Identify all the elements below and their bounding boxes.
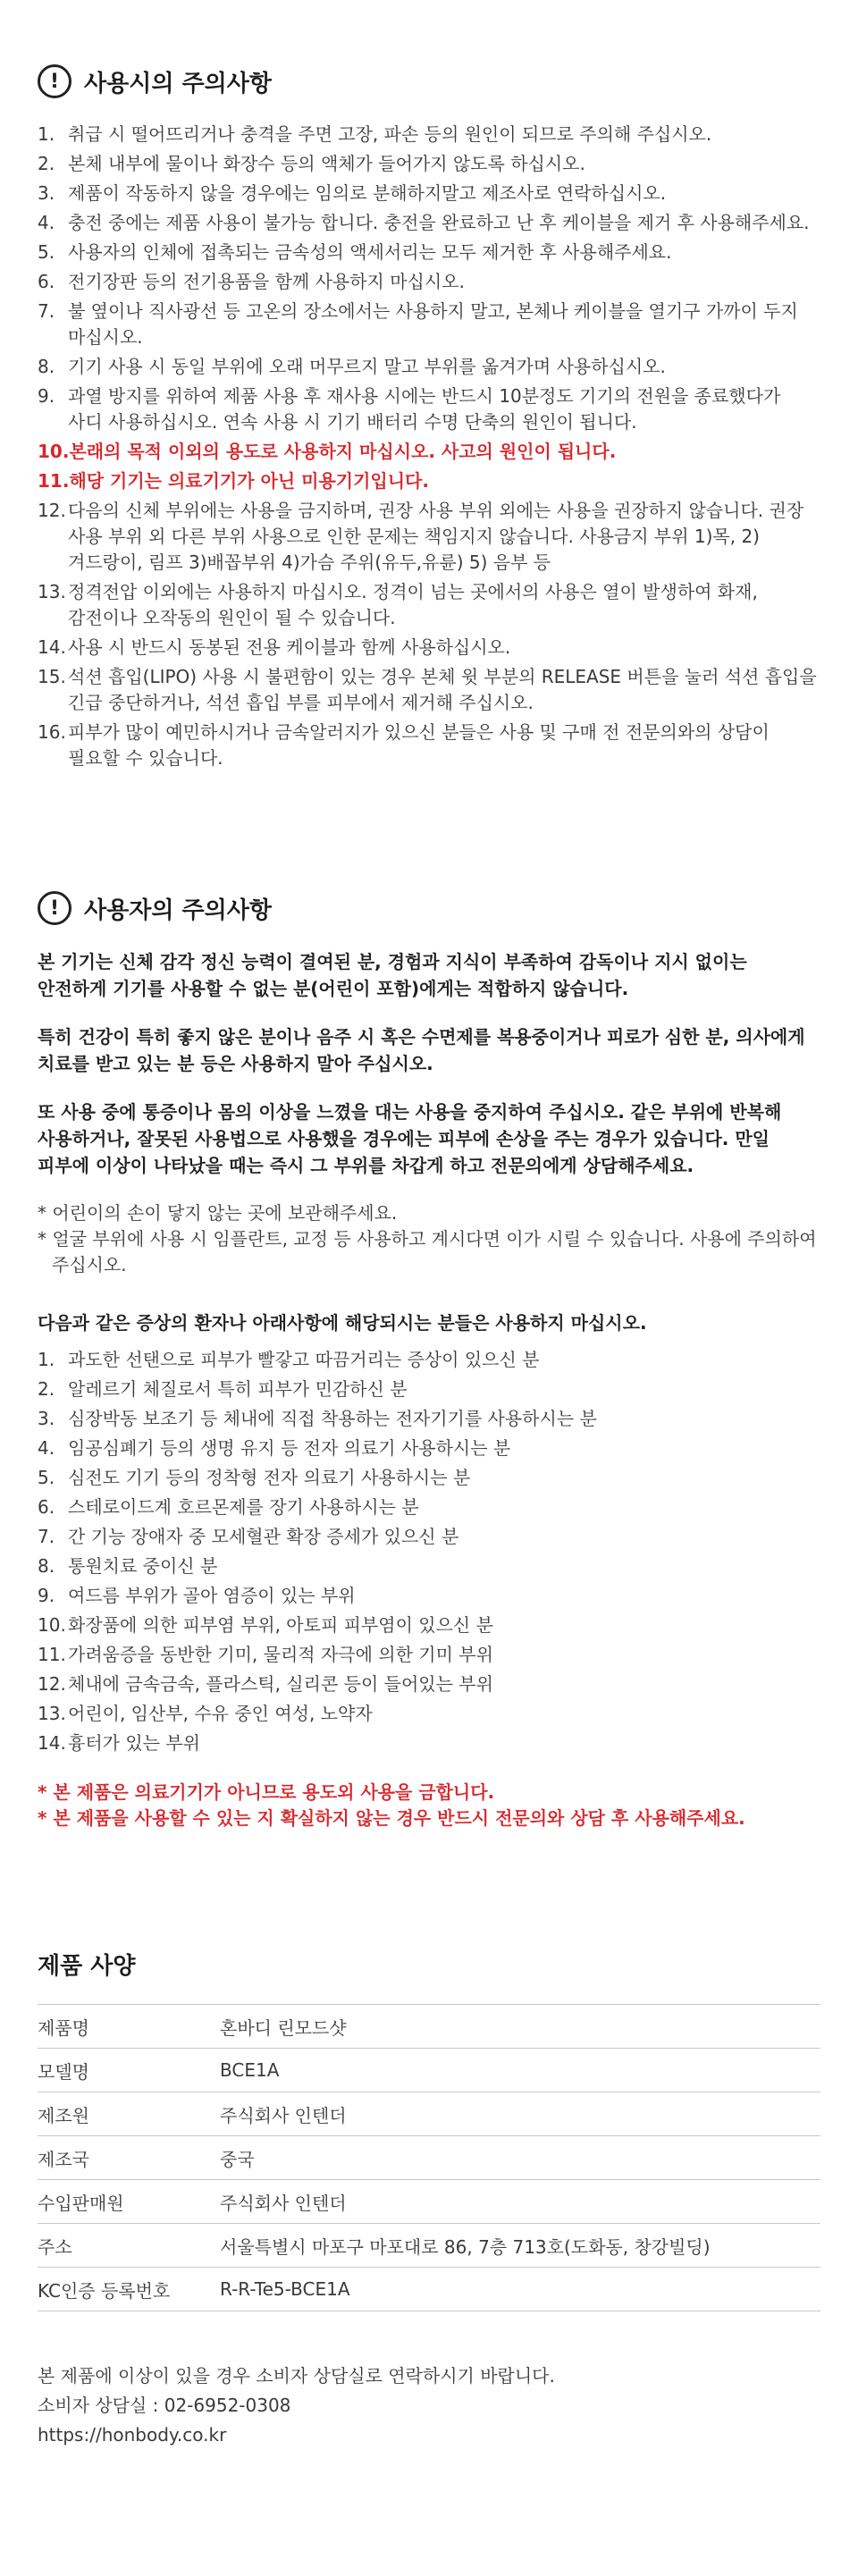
list-item-number: 11. bbox=[38, 470, 70, 492]
list-item-text: 취급 시 떨어뜨리거나 충격을 주면 고장, 파손 등의 원인이 되므로 주의해 주십시오. bbox=[68, 123, 712, 145]
spec-row bbox=[38, 2049, 820, 2092]
list-item bbox=[38, 439, 820, 465]
restrict-list bbox=[38, 1347, 820, 1756]
star-note: * 얼굴 부위에 사용 시 임플란트, 교정 등 사용하고 계시다면 이가 시릴 수 있습니다. 사용에 주의하여 주십시오. bbox=[38, 1228, 817, 1275]
spec-key: 제조국 bbox=[38, 2136, 220, 2180]
list-item-text: 불 옆이나 직사광선 등 고온의 장소에서는 사용하지 말고, 본체나 케이블을 열기구 가까이 두지 마십시오. bbox=[68, 300, 798, 348]
list-item-number: 1. bbox=[38, 123, 55, 145]
list-item-text: 알레르기 체질로서 특히 피부가 민감하신 분 bbox=[68, 1378, 408, 1400]
spec-row bbox=[38, 2224, 820, 2268]
list-item-number: 4. bbox=[38, 1437, 55, 1459]
spec-key: 모델명 bbox=[38, 2049, 220, 2092]
list-item-text: 스테로이드계 호르몬제를 장기 사용하시는 분 bbox=[68, 1496, 419, 1518]
list-item-text: 충전 중에는 제품 사용이 불가능 합니다. 충전을 완료하고 난 후 케이블을 제거 후 사용해주세요. bbox=[68, 212, 810, 233]
list-item bbox=[38, 181, 820, 206]
list-item bbox=[38, 1671, 820, 1697]
list-item-text: 과도한 선탠으로 피부가 빨갛고 따끔거리는 증상이 있으신 분 bbox=[68, 1349, 540, 1370]
list-item bbox=[38, 1553, 820, 1579]
list-item-number: 4. bbox=[38, 212, 55, 233]
list-item bbox=[38, 1730, 820, 1756]
list-item-number: 11. bbox=[38, 1644, 66, 1665]
spec-key: KC인증 등록번호 bbox=[38, 2268, 220, 2311]
spec-table bbox=[38, 2004, 820, 2311]
list-item-text: 통원치료 중이신 분 bbox=[68, 1555, 218, 1577]
list-item-number: 12. bbox=[38, 1673, 66, 1695]
list-item bbox=[38, 299, 820, 350]
list-item-text: 임공심폐기 등의 생명 유지 등 전자 의료기 사용하시는 분 bbox=[68, 1437, 511, 1459]
spec-value: R-R-Te5-BCE1A bbox=[220, 2268, 820, 2311]
spec-value: BCE1A bbox=[220, 2049, 820, 2092]
list-item bbox=[38, 269, 820, 295]
spec-key: 제품명 bbox=[38, 2005, 220, 2049]
list-item bbox=[38, 1524, 820, 1550]
list-item-text: 심전도 기기 등의 정착형 전자 의료기 사용하시는 분 bbox=[68, 1467, 471, 1488]
list-item bbox=[38, 1347, 820, 1373]
usage-cautions-list bbox=[38, 122, 820, 771]
list-item bbox=[38, 1612, 820, 1638]
list-item bbox=[38, 498, 820, 576]
list-item-number: 13. bbox=[38, 581, 66, 602]
list-item bbox=[38, 579, 820, 631]
user-cautions-paragraph: 특히 건강이 특히 좋지 않은 분이나 음주 시 혹은 수면제를 복용중이거나 피로가 심한 분, 의사에게 치료를 받고 있는 분 등은 사용하지 말아 주십시오. bbox=[38, 1026, 805, 1074]
list-item bbox=[38, 1376, 820, 1402]
list-item-number: 14. bbox=[38, 636, 66, 658]
list-item bbox=[38, 1701, 820, 1727]
list-item bbox=[38, 1642, 820, 1668]
spec-value: 주식회사 인텐더 bbox=[220, 2180, 820, 2224]
website-link[interactable]: https://honbody.co.kr bbox=[38, 2424, 227, 2446]
list-item-text: 사용 시 반드시 동봉된 전용 케이블과 함께 사용하십시오. bbox=[68, 636, 511, 658]
contact-footer bbox=[38, 2361, 820, 2450]
list-item bbox=[38, 664, 820, 716]
list-item-number: 16. bbox=[38, 721, 66, 743]
list-item-number: 9. bbox=[38, 385, 55, 407]
spec-value: 서울특별시 마포구 마포대로 86, 7층 713호(도화동, 창강빌딩) bbox=[220, 2224, 820, 2268]
spec-key: 수입판매원 bbox=[38, 2180, 220, 2224]
red-note: * 본 제품을 사용할 수 있는 지 확실하지 않는 경우 반드시 전문의와 상담 후 사용해주세요. bbox=[38, 1807, 745, 1829]
list-item-number: 14. bbox=[38, 1732, 66, 1754]
list-item bbox=[38, 720, 820, 771]
list-item-text: 과열 방지를 위하여 제품 사용 후 재사용 시에는 반드시 10분정도 기기의 전원을 종료했다가 사디 사용하십시오. 연속 사용 시 기기 배터리 수명 단축의 원인이 됩니다. bbox=[68, 385, 781, 433]
list-item bbox=[38, 210, 820, 236]
list-item-number: 10. bbox=[38, 441, 70, 462]
list-item-text: 사용자의 인체에 접촉되는 금속성의 액세서리는 모두 제거한 후 사용해주세요. bbox=[68, 241, 672, 263]
list-item-text: 본체 내부에 물이나 화장수 등의 액체가 들어가지 않도록 하십시오. bbox=[68, 153, 585, 174]
user-cautions-paragraph: 본 기기는 신체 감각 정신 능력이 결여된 분, 경험과 지식이 부족하여 감독이나 지시 없이는 안전하게 기기를 사용할 수 없는 분(어린이 포함)에게는 적합하지 않습니다. bbox=[38, 951, 747, 999]
red-note: * 본 제품은 의료기기가 아니므로 용도외 사용을 금합니다. bbox=[38, 1781, 495, 1803]
list-item bbox=[38, 1465, 820, 1491]
list-item-number: 7. bbox=[38, 300, 55, 322]
list-item bbox=[38, 151, 820, 177]
list-item-number: 3. bbox=[38, 182, 55, 204]
spec-row bbox=[38, 2005, 820, 2049]
list-item-text: 제품이 작동하지 않을 경우에는 임의로 분해하지말고 제조사로 연락하십시오. bbox=[68, 182, 667, 204]
list-item-number: 6. bbox=[38, 1496, 55, 1518]
user-cautions-title: 사용자의 주의사항 bbox=[84, 897, 272, 924]
list-item-number: 6. bbox=[38, 271, 55, 292]
list-item-text: 기기 사용 시 동일 부위에 오래 머무르지 말고 부위를 옮겨가며 사용하십시오. bbox=[68, 356, 666, 377]
list-item bbox=[38, 468, 820, 494]
list-item bbox=[38, 240, 820, 265]
list-item-text: 심장박동 보조기 등 체내에 직접 착용하는 전자기기를 사용하시는 분 bbox=[68, 1408, 597, 1429]
list-item-number: 1. bbox=[38, 1349, 55, 1370]
list-item-number: 12. bbox=[38, 500, 66, 521]
list-item bbox=[38, 1406, 820, 1432]
list-item bbox=[38, 354, 820, 380]
list-item bbox=[38, 1494, 820, 1520]
contact-phone: 소비자 상담실 : 02-6952-0308 bbox=[38, 2395, 291, 2416]
list-item-number: 13. bbox=[38, 1703, 66, 1724]
star-notes bbox=[38, 1200, 820, 1278]
spec-value: 주식회사 인텐더 bbox=[220, 2092, 820, 2136]
list-item-number: 8. bbox=[38, 356, 55, 377]
spec-key: 주소 bbox=[38, 2224, 220, 2268]
list-item bbox=[38, 635, 820, 661]
contact-notice: 본 제품에 이상이 있을 경우 소비자 상담실로 연락하시기 바랍니다. bbox=[38, 2365, 555, 2387]
list-item-text: 간 기능 장애자 중 모세혈관 확장 증세가 있으신 분 bbox=[68, 1526, 459, 1547]
spec-row bbox=[38, 2180, 820, 2224]
list-item-text: 석션 흡입(LIPO) 사용 시 불편함이 있는 경우 본체 윗 부분의 RELEASE 버튼을 눌러 석션 흡입을 긴급 중단하거나, 석션 흡입 부를 피부에서 제거해 주십시오. bbox=[68, 666, 817, 713]
list-item-number: 10. bbox=[38, 1614, 66, 1636]
spec-row bbox=[38, 2092, 820, 2136]
list-item bbox=[38, 1583, 820, 1609]
list-item-text: 전기장판 등의 전기용품을 함께 사용하지 마십시오. bbox=[68, 271, 465, 292]
user-cautions-paragraph: 또 사용 중에 통증이나 몸의 이상을 느꼈을 대는 사용을 중지하여 주십시오. 같은 부위에 반복해 사용하거나, 잘못된 사용법으로 사용했을 경우에는 피부에 손상을 주는 경우가 있습니다. 만일 피부에 이상이 나타났을 때는 즉시 그 부위를 차갑게 하고 전문의에게 상담해주세요. bbox=[38, 1101, 782, 1176]
list-item-number: 2. bbox=[38, 1378, 55, 1400]
list-item-number: 9. bbox=[38, 1585, 55, 1606]
star-note: * 어린이의 손이 닿지 않는 곳에 보관해주세요. bbox=[38, 1202, 398, 1224]
list-item bbox=[38, 122, 820, 147]
list-item-number: 7. bbox=[38, 1526, 55, 1547]
list-item-text: 다음의 신체 부위에는 사용을 금지하며, 권장 사용 부위 외에는 사용을 권장하지 않습니다. 권장 사용 부위 외 다른 부위 사용으로 인한 문제는 책임지지 않습니다. 사용금지 부위 1)목, 2)겨드랑이, 림프 3)배꼽부위 4)가슴 주위(유두,유륜) 5) 음부 등 bbox=[68, 500, 804, 573]
user-cautions-header bbox=[38, 891, 820, 925]
spec-row bbox=[38, 2136, 820, 2180]
spec-key: 제조원 bbox=[38, 2092, 220, 2136]
list-item-number: 5. bbox=[38, 1467, 55, 1488]
spec-value: 혼바디 린모드샷 bbox=[220, 2005, 820, 2049]
exclamation-circle-icon: ! bbox=[38, 891, 72, 925]
restrict-title: 다음과 같은 증상의 환자나 아래사항에 해당되시는 분들은 사용하지 마십시오. bbox=[38, 1312, 647, 1334]
list-item-text: 화장품에 의한 피부염 부위, 아토피 피부염이 있으신 분 bbox=[68, 1614, 493, 1636]
list-item-number: 15. bbox=[38, 666, 66, 687]
list-item bbox=[38, 383, 820, 435]
red-notes bbox=[38, 1780, 820, 1831]
spec-row bbox=[38, 2268, 820, 2311]
usage-cautions-header bbox=[38, 64, 820, 98]
usage-cautions-title: 사용시의 주의사항 bbox=[84, 70, 272, 97]
list-item-text: 체내에 금속금속, 플라스틱, 실리콘 등이 들어있는 부위 bbox=[68, 1673, 493, 1695]
list-item-number: 8. bbox=[38, 1555, 55, 1577]
list-item-number: 2. bbox=[38, 153, 55, 174]
spec-value: 중국 bbox=[220, 2136, 820, 2180]
spec-title: 제품 사양 bbox=[38, 1953, 136, 1980]
exclamation-circle-icon: ! bbox=[38, 64, 72, 98]
list-item-text: 피부가 많이 예민하시거나 금속알러지가 있으신 분들은 사용 및 구매 전 전문의와의 상담이 필요할 수 있습니다. bbox=[68, 721, 770, 769]
list-item-number: 3. bbox=[38, 1408, 55, 1429]
list-item-number: 5. bbox=[38, 241, 55, 263]
list-item-text: 해당 기기는 의료기기가 아닌 미용기기입니다. bbox=[69, 470, 429, 492]
list-item bbox=[38, 1435, 820, 1461]
list-item-text: 정격전압 이외에는 사용하지 마십시오. 정격이 넘는 곳에서의 사용은 열이 발생하여 화재, 감전이나 오작동의 원인이 될 수 있습니다. bbox=[68, 581, 758, 628]
list-item-text: 여드름 부위가 골아 염증이 있는 부위 bbox=[68, 1585, 356, 1606]
list-item-text: 본래의 목적 이외의 용도로 사용하지 마십시오. 사고의 원인이 됩니다. bbox=[69, 441, 617, 462]
list-item-text: 흉터가 있는 부위 bbox=[68, 1732, 200, 1754]
list-item-text: 어린이, 임산부, 수유 중인 여성, 노약자 bbox=[68, 1703, 373, 1724]
list-item-text: 가려움증을 동반한 기미, 물리적 자극에 의한 기미 부위 bbox=[68, 1644, 493, 1665]
